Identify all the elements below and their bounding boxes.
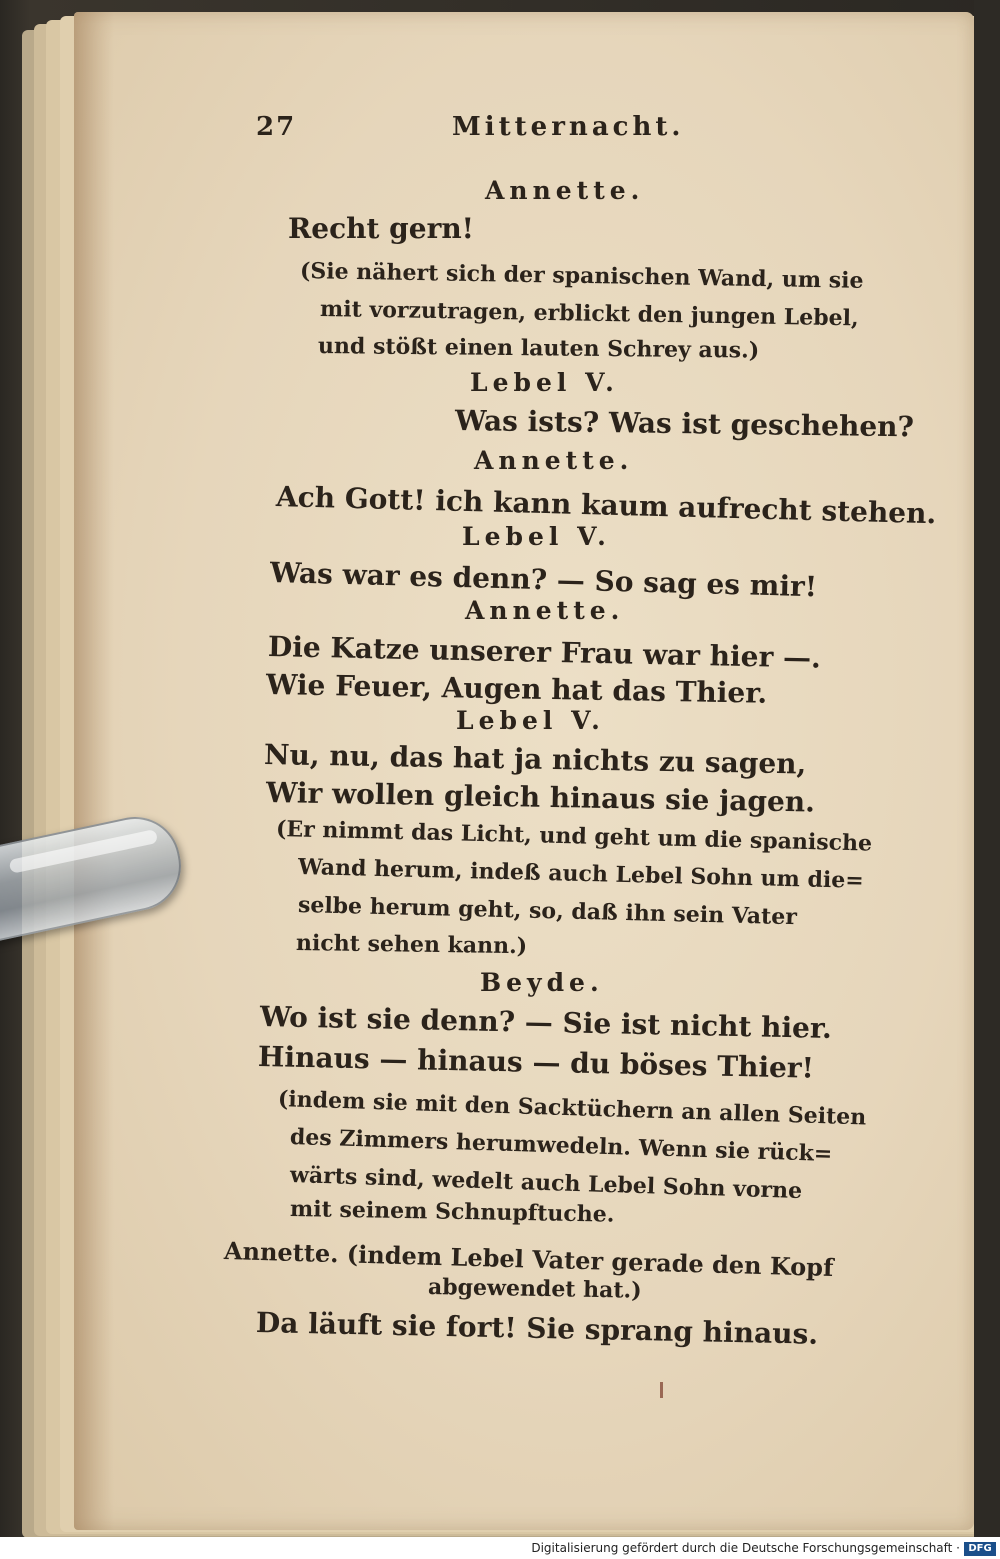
ink-mark <box>660 1382 663 1398</box>
stage-direction: mit seinem Schnupftuche. <box>289 1196 615 1228</box>
verse-line: Was ists? Was ist geschehen? <box>454 404 915 444</box>
speaker-name: Lebel V. <box>462 522 611 551</box>
verse-line: Da läuft sie fort! Sie sprang hinaus. <box>255 1306 819 1351</box>
speaker-name: Annette. <box>485 176 645 205</box>
verse-line: Nu, nu, das hat ja nichts zu sagen, <box>263 738 807 781</box>
stage-direction: selbe herum geht, so, daß ihn sein Vater <box>297 892 798 931</box>
speaker-name: Lebel V. <box>456 706 605 735</box>
speaker-with-stage-direction: Annette. (indem Lebel Vater gerade den Kopf <box>223 1236 834 1283</box>
stage-direction: und stößt einen lauten Schrey aus.) <box>317 333 760 364</box>
stage-direction: (Sie nähert sich der spanischen Wand, um sie <box>299 258 864 294</box>
speaker-name: Annette. <box>474 446 634 475</box>
page-number: 27 <box>256 112 297 142</box>
stage-direction: (indem sie mit den Sacktüchern an allen Seiten <box>277 1086 867 1131</box>
dfg-logo: DFG <box>964 1542 996 1556</box>
verse-line: Hinaus — hinaus — du böses Thier! <box>257 1040 815 1085</box>
stage-direction: wärts sind, wedelt auch Lebel Sohn vorne <box>289 1162 803 1205</box>
verse-line: Wo ist sie denn? — Sie ist nicht hier. <box>259 1000 833 1045</box>
speaker-name: Annette. <box>465 596 625 625</box>
verse-line: Wie Feuer, Augen hat das Thier. <box>265 668 768 710</box>
speaker-name: Lebel V. <box>470 368 619 397</box>
stage-direction: nicht sehen kann.) <box>295 930 528 960</box>
verse-line: Ach Gott! ich kann kaum aufrecht stehen. <box>275 480 937 531</box>
speaker-name: Beyde. <box>480 968 604 997</box>
stage-direction: Wand herum, indeß auch Lebel Sohn um die= <box>297 854 865 894</box>
running-title: Mitternacht. <box>452 112 685 142</box>
funding-credit: Digitalisierung gefördert durch die Deutsche Forschungsgemeinschaft · <box>531 1541 960 1555</box>
stage-direction: (Er nimmt das Licht, und geht um die spanische <box>275 816 873 857</box>
verse-line: Die Katze unserer Frau war hier —. <box>267 630 822 675</box>
verse-line: Was war es denn? — So sag es mir! <box>269 556 818 604</box>
stage-direction: mit vorzutragen, erblickt den jungen Lebel, <box>319 296 859 332</box>
verse-line: Recht gern! <box>288 212 474 245</box>
stage-direction: abgewendet hat.) <box>427 1274 642 1304</box>
verse-line: Wir wollen gleich hinaus sie jagen. <box>265 776 816 819</box>
stage-direction: des Zimmers herumwedeln. Wenn sie rück= <box>289 1124 833 1168</box>
footer-bar <box>0 1537 1000 1559</box>
